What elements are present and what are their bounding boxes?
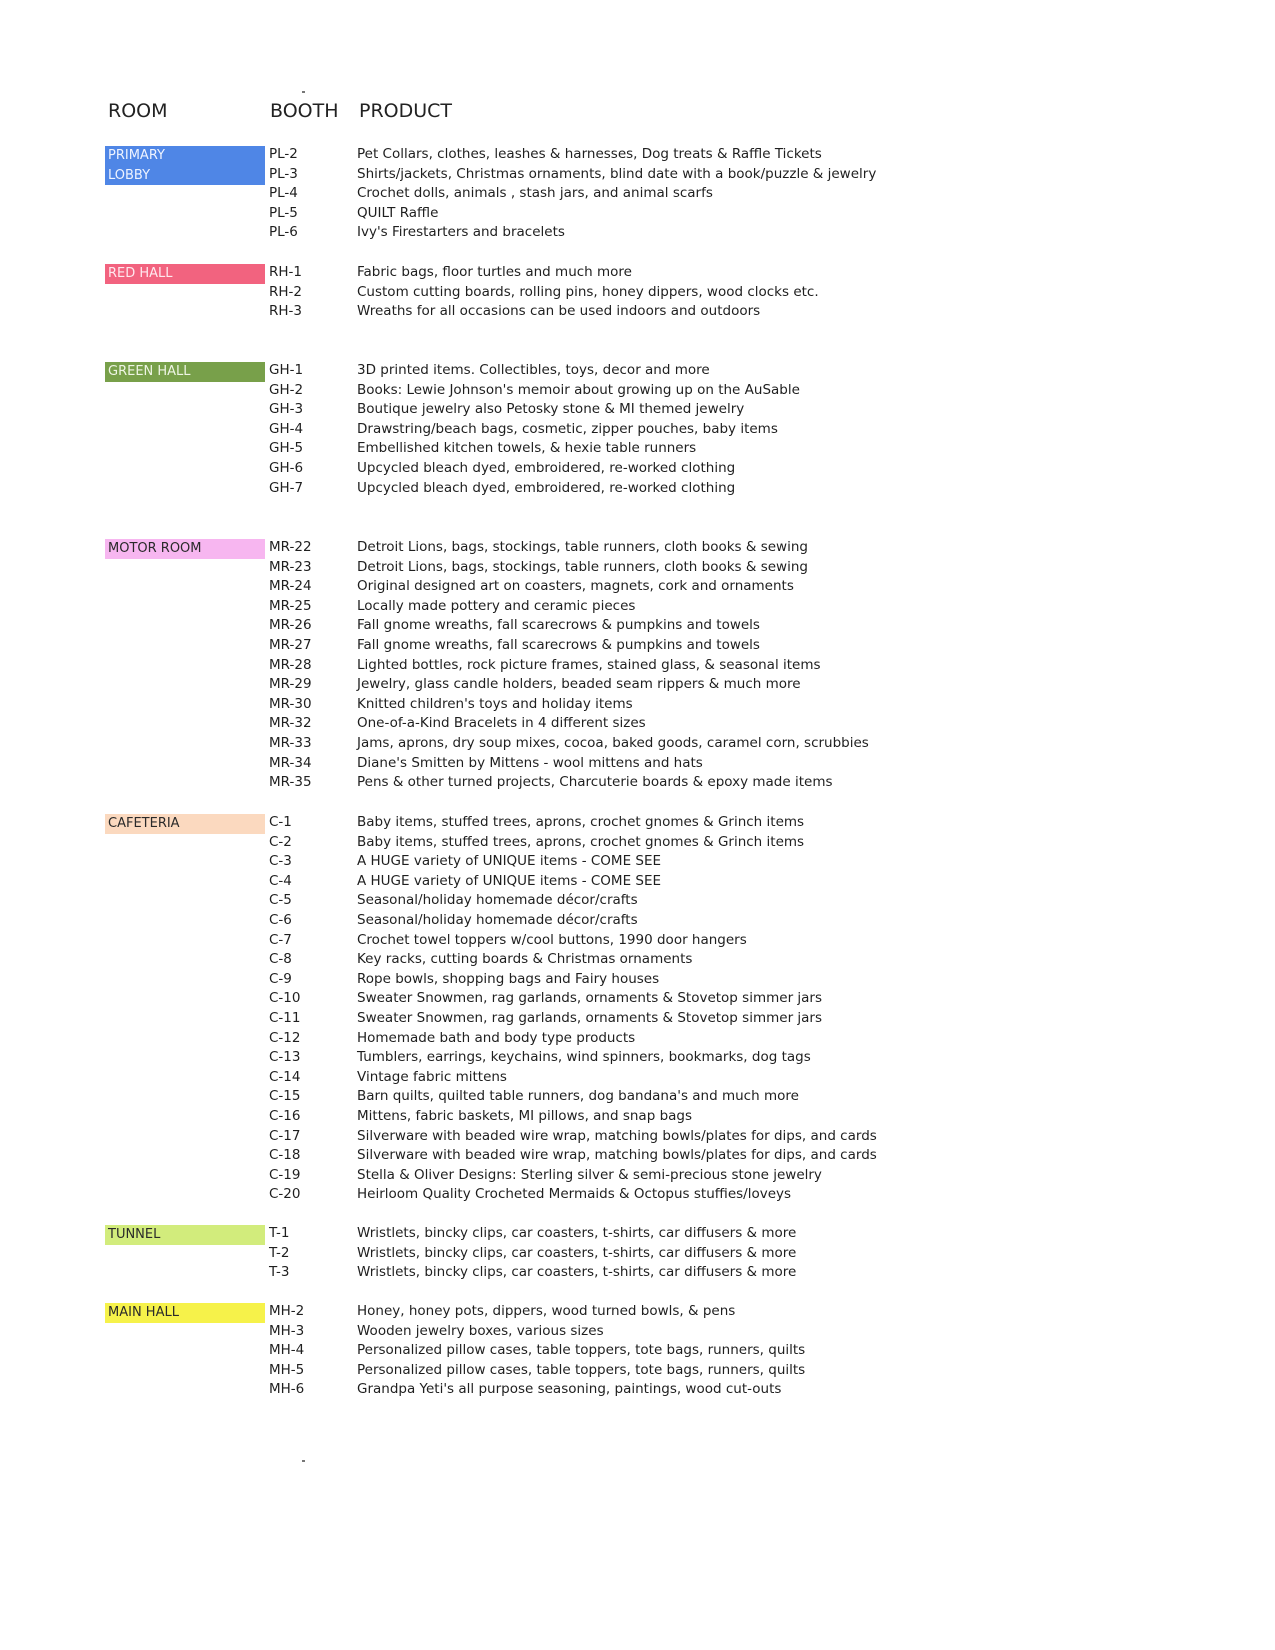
product-description: Custom cutting boards, rolling pins, honey dippers, wood clocks etc. bbox=[357, 283, 819, 300]
column-header-room: ROOM bbox=[108, 100, 168, 122]
booth-code: MR-34 bbox=[269, 754, 312, 771]
product-description: Ivy's Firestarters and bracelets bbox=[357, 224, 565, 241]
booth-code: C-14 bbox=[269, 1068, 301, 1085]
table-row bbox=[0, 1380, 900, 1400]
product-description: Jams, aprons, dry soup mixes, cocoa, baked goods, caramel corn, scrubbies bbox=[357, 735, 869, 751]
product-description: Wristlets, bincky clips, car coasters, t-shirts, car diffusers & more bbox=[357, 1225, 797, 1241]
booth-code: C-16 bbox=[269, 1108, 301, 1124]
table-row bbox=[0, 813, 900, 833]
product-description: Mittens, fabric baskets, MI pillows, and snap bags bbox=[357, 1108, 693, 1124]
booth-code: GH-6 bbox=[269, 460, 304, 476]
product-description: Original designed art on coasters, magnets, cork and ornaments bbox=[357, 578, 794, 595]
table-row bbox=[0, 656, 900, 676]
table-row bbox=[0, 950, 900, 970]
booth-code: GH-7 bbox=[269, 479, 304, 496]
product-description: Grandpa Yeti's all purpose seasoning, paintings, wood cut-outs bbox=[357, 1381, 782, 1398]
booth-code: MR-28 bbox=[269, 656, 312, 673]
table-row bbox=[0, 616, 900, 636]
booth-code: GH-4 bbox=[269, 420, 304, 437]
booth-code: C-3 bbox=[269, 853, 292, 870]
booth-code: C-6 bbox=[269, 912, 292, 928]
room-label-line: MOTOR ROOM bbox=[108, 541, 202, 556]
table-row bbox=[0, 283, 900, 303]
table-row bbox=[0, 872, 900, 892]
booth-code: MR-23 bbox=[269, 558, 312, 575]
product-description: Knitted children's toys and holiday items bbox=[357, 695, 633, 712]
product-description: Detroit Lions, bags, stockings, table runners, cloth books & sewing bbox=[357, 539, 808, 555]
table-row bbox=[0, 754, 900, 774]
product-description: Upcycled bleach dyed, embroidered, re-worked clothing bbox=[357, 460, 736, 476]
booth-code: T-1 bbox=[269, 1225, 290, 1241]
booth-code: RH-2 bbox=[269, 283, 302, 300]
table-row bbox=[0, 675, 900, 695]
product-description: Stella & Oliver Designs: Sterling silver & semi-precious stone jewelry bbox=[357, 1166, 822, 1183]
table-row bbox=[0, 184, 900, 204]
column-header-product: PRODUCT bbox=[359, 100, 453, 122]
booth-code: MR-22 bbox=[269, 539, 312, 555]
table-row bbox=[0, 931, 900, 951]
product-description: Diane's Smitten by Mittens - wool mittens and hats bbox=[357, 754, 703, 771]
room-label-line: LOBBY bbox=[108, 167, 151, 183]
booth-code: C-7 bbox=[269, 931, 292, 948]
table-row bbox=[0, 1166, 900, 1186]
product-description: Personalized pillow cases, table toppers, tote bags, runners, quilts bbox=[357, 1342, 806, 1359]
booth-code: MH-3 bbox=[269, 1322, 305, 1339]
table-row bbox=[0, 439, 900, 459]
product-description: A HUGE variety of UNIQUE items - COME SEE bbox=[357, 853, 662, 870]
product-description: Silverware with beaded wire wrap, matching bowls/plates for dips, and cards bbox=[357, 1147, 877, 1164]
table-row bbox=[0, 734, 900, 754]
table-row bbox=[0, 1341, 900, 1361]
booth-code: C-18 bbox=[269, 1147, 301, 1164]
table-row bbox=[0, 833, 900, 853]
product-description: Baby items, stuffed trees, aprons, crochet gnomes & Grinch items bbox=[357, 833, 805, 850]
product-description: Lighted bottles, rock picture frames, stained glass, & seasonal items bbox=[357, 656, 821, 673]
product-description: Wooden jewelry boxes, various sizes bbox=[357, 1322, 604, 1339]
booth-code: C-2 bbox=[269, 833, 292, 850]
booth-code: C-19 bbox=[269, 1166, 301, 1183]
booth-code: PL-2 bbox=[269, 146, 298, 162]
table-row bbox=[0, 597, 900, 617]
product-description: Seasonal/holiday homemade décor/crafts bbox=[357, 912, 638, 928]
room-label-line: MAIN HALL bbox=[108, 1305, 179, 1320]
booth-code: GH-3 bbox=[269, 401, 304, 418]
booth-code: MH-6 bbox=[269, 1381, 305, 1398]
booth-code: C-4 bbox=[269, 872, 292, 889]
table-row bbox=[0, 1322, 900, 1342]
booth-code: C-1 bbox=[269, 814, 292, 830]
product-description: 3D printed items. Collectibles, toys, decor and more bbox=[357, 362, 710, 378]
table-row bbox=[0, 1302, 900, 1322]
booth-code: MR-33 bbox=[269, 735, 312, 751]
product-description: Pet Collars, clothes, leashes & harnesses, Dog treats & Raffle Tickets bbox=[357, 146, 822, 162]
product-description: Books: Lewie Johnson's memoir about growing up on the AuSable bbox=[357, 381, 800, 398]
table-row bbox=[0, 1244, 900, 1264]
product-description: Sweater Snowmen, rag garlands, ornaments & Stovetop simmer jars bbox=[357, 990, 823, 1007]
booth-code: C-8 bbox=[269, 951, 292, 968]
table-row bbox=[0, 1029, 900, 1049]
table-row bbox=[0, 302, 900, 322]
table-row bbox=[0, 1127, 900, 1147]
room-label-line: PRIMARY bbox=[108, 148, 165, 163]
table-row bbox=[0, 400, 900, 420]
table-row bbox=[0, 538, 900, 558]
booth-code: T-2 bbox=[269, 1244, 290, 1261]
product-description: Crochet dolls, animals , stash jars, and animal scarfs bbox=[357, 185, 713, 202]
product-description: One-of-a-Kind Bracelets in 4 different sizes bbox=[357, 715, 646, 732]
product-description: Homemade bath and body type products bbox=[357, 1029, 636, 1046]
table-row bbox=[0, 989, 900, 1009]
booth-code: T-3 bbox=[269, 1264, 290, 1281]
table-row bbox=[0, 1107, 900, 1127]
product-description: Shirts/jackets, Christmas ornaments, blind date with a book/puzzle & jewelry bbox=[357, 165, 877, 182]
table-row bbox=[0, 420, 900, 440]
room-label-line: TUNNEL bbox=[108, 1227, 161, 1242]
product-description: Drawstring/beach bags, cosmetic, zipper pouches, baby items bbox=[357, 420, 778, 437]
product-description: Embellished kitchen towels, & hexie table runners bbox=[357, 440, 697, 457]
scan-speck bbox=[302, 91, 305, 93]
booth-code: RH-1 bbox=[269, 264, 302, 280]
table-row bbox=[0, 970, 900, 990]
table-row bbox=[0, 558, 900, 578]
booth-code: MH-2 bbox=[269, 1303, 305, 1319]
product-description: Personalized pillow cases, table toppers, tote bags, runners, quilts bbox=[357, 1361, 806, 1378]
table-row bbox=[0, 695, 900, 715]
product-description: Jewelry, glass candle holders, beaded seam rippers & much more bbox=[357, 676, 801, 693]
table-row bbox=[0, 1146, 900, 1166]
product-description: Heirloom Quality Crocheted Mermaids & Octopus stuffies/loveys bbox=[357, 1186, 792, 1203]
table-row bbox=[0, 1009, 900, 1029]
table-row bbox=[0, 381, 900, 401]
product-description: Barn quilts, quilted table runners, dog bandana's and much more bbox=[357, 1088, 799, 1105]
column-header-booth: BOOTH bbox=[270, 100, 339, 122]
booth-code: GH-2 bbox=[269, 381, 304, 398]
room-label-line: RED HALL bbox=[108, 266, 173, 281]
booth-code: C-12 bbox=[269, 1029, 301, 1046]
table-row bbox=[0, 1263, 900, 1283]
booth-code: C-13 bbox=[269, 1049, 301, 1066]
room-label-line: CAFETERIA bbox=[108, 816, 180, 831]
booth-code: C-5 bbox=[269, 892, 292, 909]
product-description: A HUGE variety of UNIQUE items - COME SEE bbox=[357, 872, 662, 889]
booth-code: C-20 bbox=[269, 1186, 301, 1203]
product-description: Key racks, cutting boards & Christmas ornaments bbox=[357, 951, 693, 968]
booth-code: MR-32 bbox=[269, 715, 312, 732]
booth-code: MR-25 bbox=[269, 597, 312, 614]
table-row bbox=[0, 714, 900, 734]
table-row bbox=[0, 636, 900, 656]
booth-code: PL-6 bbox=[269, 224, 298, 241]
booth-code: RH-3 bbox=[269, 303, 302, 320]
product-description: Locally made pottery and ceramic pieces bbox=[357, 597, 636, 614]
table-row bbox=[0, 1361, 900, 1381]
table-row bbox=[0, 145, 900, 165]
booth-code: MR-29 bbox=[269, 676, 312, 693]
booth-code: MR-26 bbox=[269, 617, 312, 634]
scan-speck bbox=[302, 1460, 305, 1462]
room-label-line: GREEN HALL bbox=[108, 364, 191, 379]
product-description: Fabric bags, floor turtles and much more bbox=[357, 264, 632, 280]
table-row bbox=[0, 891, 900, 911]
booth-code: MH-5 bbox=[269, 1361, 305, 1378]
table-row bbox=[0, 577, 900, 597]
booth-code: PL-3 bbox=[269, 165, 298, 182]
booth-code: C-9 bbox=[269, 970, 292, 987]
product-description: Upcycled bleach dyed, embroidered, re-worked clothing bbox=[357, 479, 736, 496]
booth-code: C-15 bbox=[269, 1088, 301, 1105]
product-description: Detroit Lions, bags, stockings, table runners, cloth books & sewing bbox=[357, 558, 808, 575]
table-row bbox=[0, 165, 900, 185]
table-row bbox=[0, 852, 900, 872]
product-description: Baby items, stuffed trees, aprons, crochet gnomes & Grinch items bbox=[357, 814, 805, 830]
booth-code: MR-30 bbox=[269, 695, 312, 712]
booth-code: PL-4 bbox=[269, 185, 298, 202]
table-row bbox=[0, 204, 900, 224]
booth-code: PL-5 bbox=[269, 204, 298, 221]
product-description: Sweater Snowmen, rag garlands, ornaments & Stovetop simmer jars bbox=[357, 1010, 823, 1026]
table-row bbox=[0, 1087, 900, 1107]
table-row bbox=[0, 223, 900, 243]
booth-code: C-17 bbox=[269, 1127, 301, 1144]
table-row bbox=[0, 361, 900, 381]
product-description: Fall gnome wreaths, fall scarecrows & pumpkins and towels bbox=[357, 637, 760, 653]
booth-code: MH-4 bbox=[269, 1342, 305, 1359]
booth-code: MR-35 bbox=[269, 774, 312, 791]
product-description: Rope bowls, shopping bags and Fairy houses bbox=[357, 970, 660, 987]
product-description: Silverware with beaded wire wrap, matching bowls/plates for dips, and cards bbox=[357, 1127, 877, 1144]
booth-code: C-11 bbox=[269, 1010, 301, 1026]
table-row bbox=[0, 911, 900, 931]
product-description: Wristlets, bincky clips, car coasters, t-shirts, car diffusers & more bbox=[357, 1264, 797, 1281]
table-row bbox=[0, 1068, 900, 1088]
product-description: Wreaths for all occasions can be used indoors and outdoors bbox=[357, 303, 761, 320]
booth-code: MR-24 bbox=[269, 578, 312, 595]
product-description: Wristlets, bincky clips, car coasters, t-shirts, car diffusers & more bbox=[357, 1244, 797, 1261]
table-row bbox=[0, 1224, 900, 1244]
table-row bbox=[0, 1185, 900, 1205]
table-row bbox=[0, 1048, 900, 1068]
booth-code: GH-1 bbox=[269, 362, 304, 378]
product-description: Vintage fabric mittens bbox=[357, 1068, 507, 1085]
booth-code: C-10 bbox=[269, 990, 301, 1007]
product-description: Pens & other turned projects, Charcuterie boards & epoxy made items bbox=[357, 774, 833, 791]
table-row bbox=[0, 263, 900, 283]
product-description: Tumblers, earrings, keychains, wind spinners, bookmarks, dog tags bbox=[357, 1049, 811, 1066]
product-description: Seasonal/holiday homemade décor/crafts bbox=[357, 892, 638, 909]
product-description: QUILT Raffle bbox=[357, 204, 439, 221]
table-row bbox=[0, 459, 900, 479]
product-description: Boutique jewelry also Petosky stone & MI themed jewelry bbox=[357, 401, 745, 418]
booth-code: GH-5 bbox=[269, 440, 304, 457]
booth-code: MR-27 bbox=[269, 637, 312, 653]
product-description: Crochet towel toppers w/cool buttons, 1990 door hangers bbox=[357, 931, 747, 948]
product-description: Fall gnome wreaths, fall scarecrows & pumpkins and towels bbox=[357, 617, 760, 634]
product-description: Honey, honey pots, dippers, wood turned bowls, & pens bbox=[357, 1303, 736, 1319]
table-row bbox=[0, 479, 900, 499]
table-row bbox=[0, 773, 900, 793]
